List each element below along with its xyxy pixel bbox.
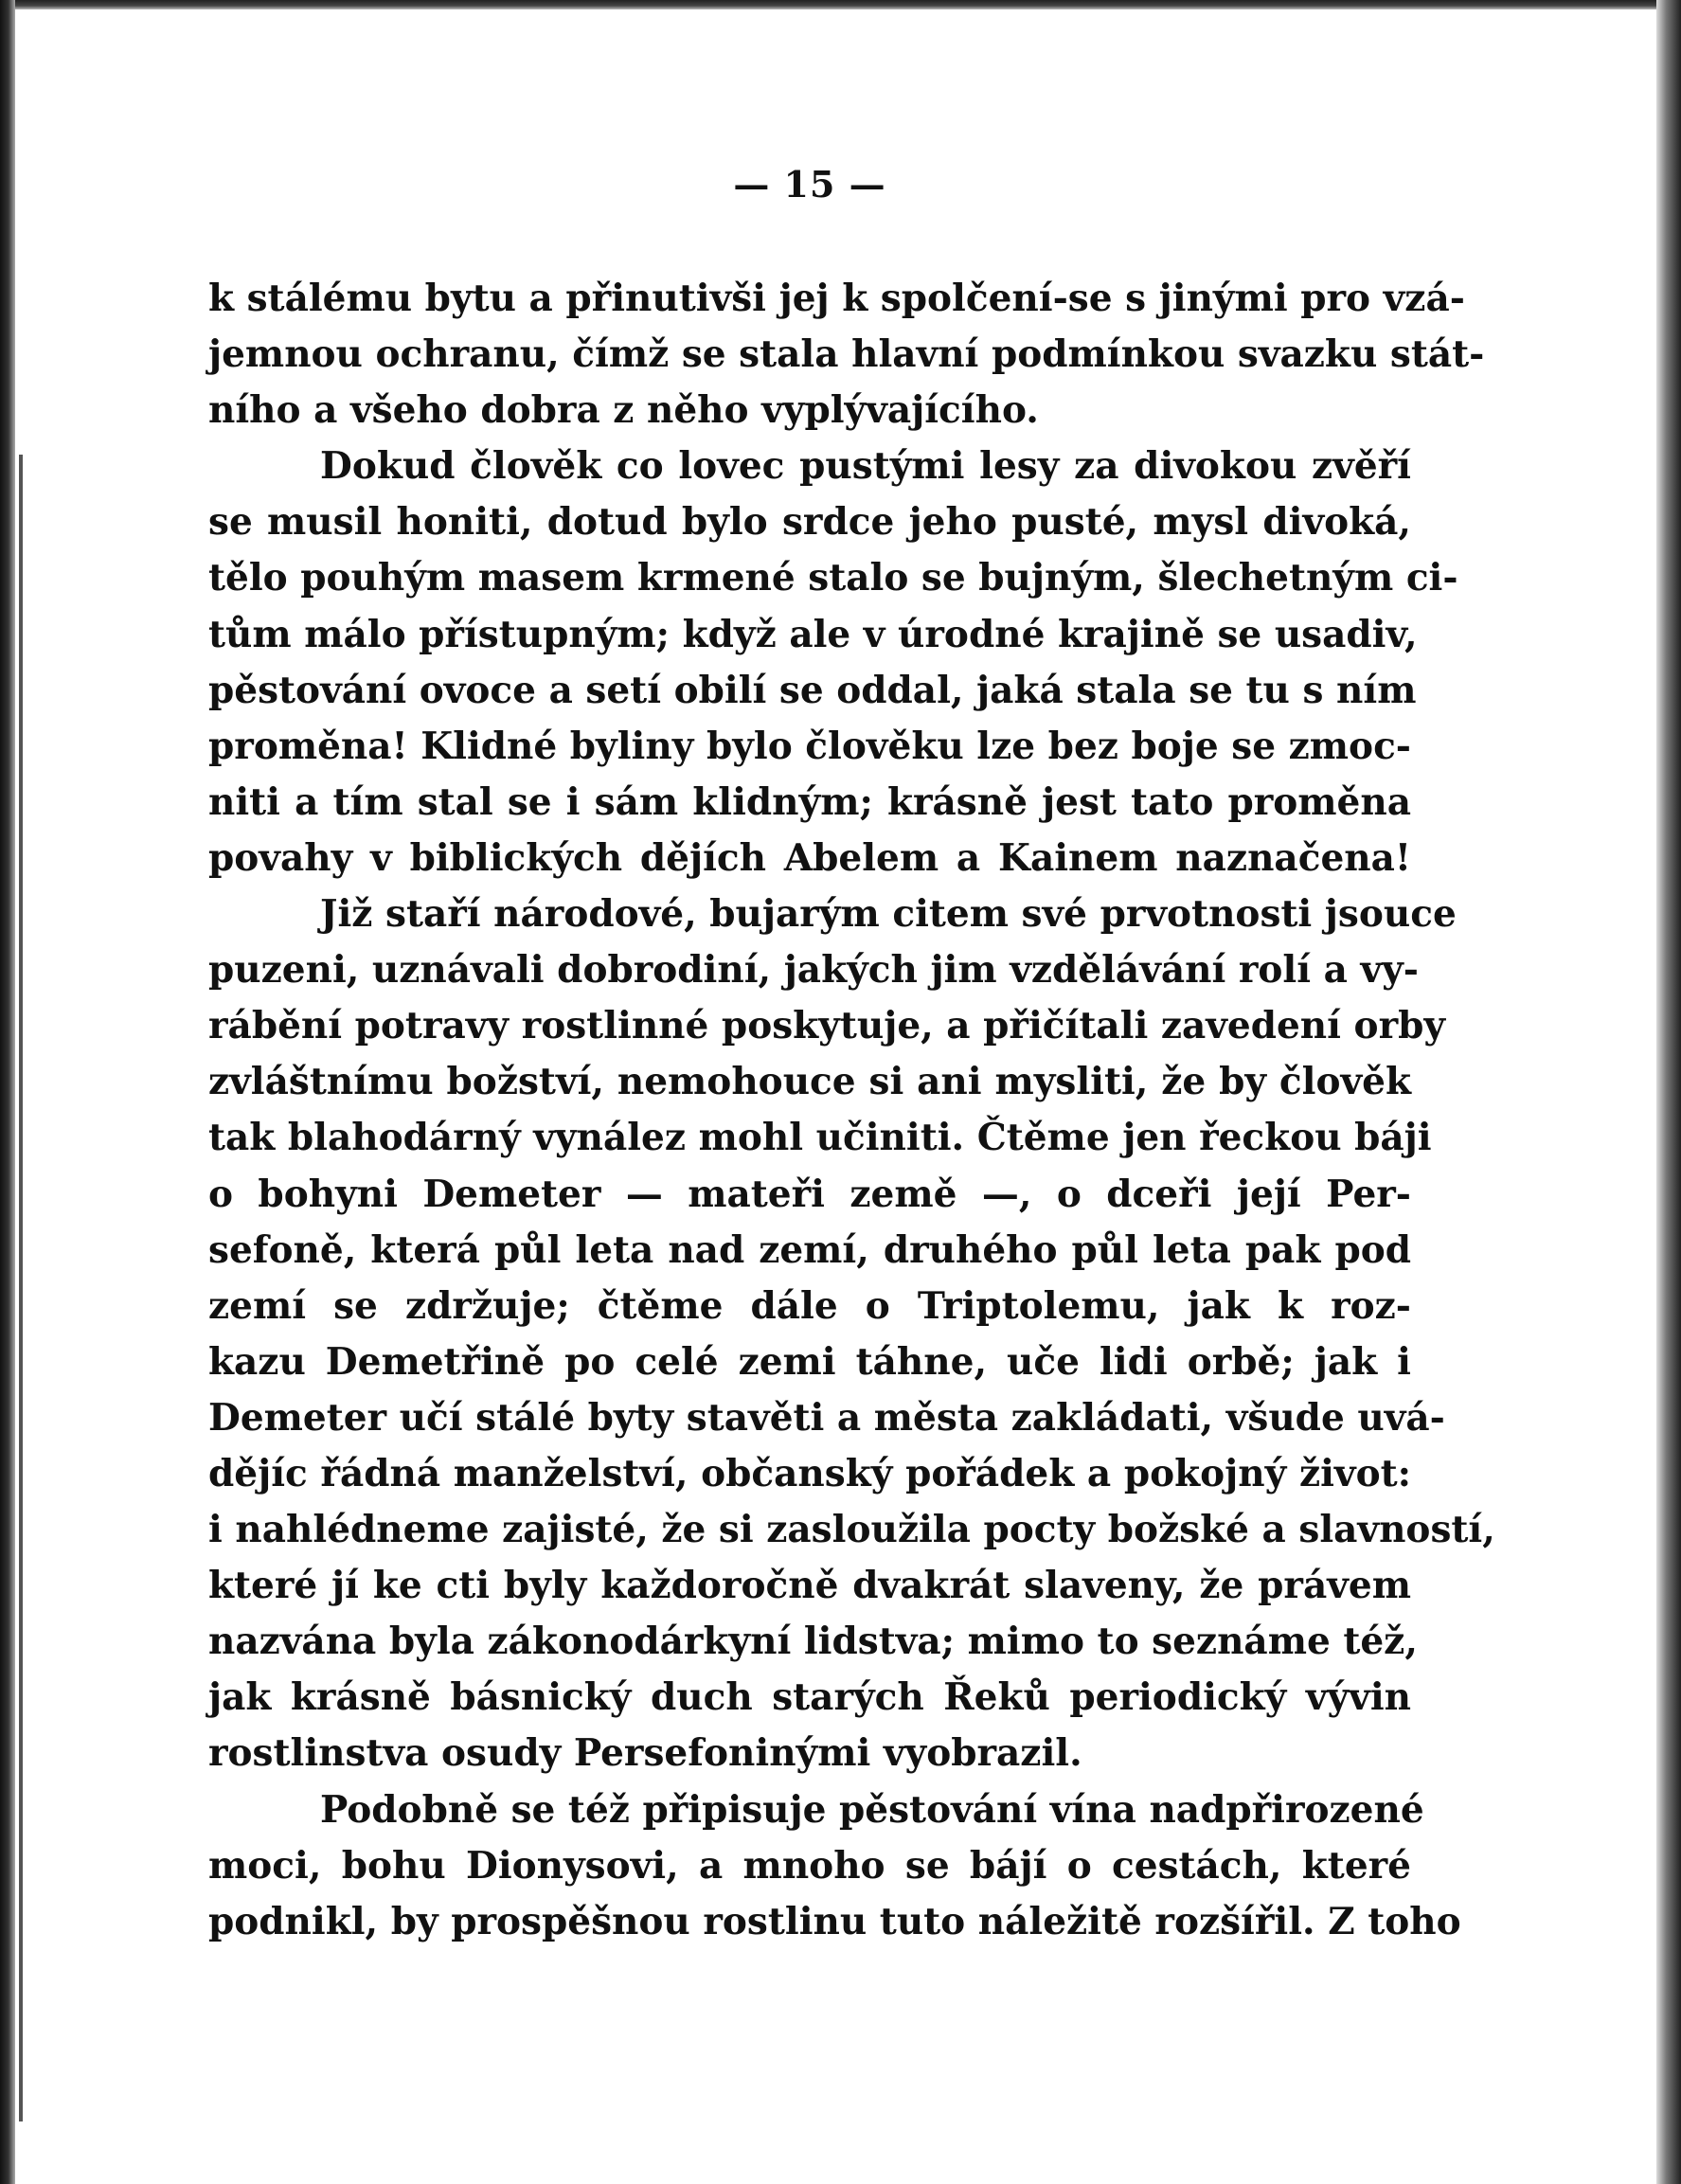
text-line: kazu Demetřině po celé zemi táhne, uče lidi orbě; jak i (208, 1339, 1411, 1384)
text-line: Již staří národové, bujarým citem své prvotnosti jsouce (320, 892, 1457, 937)
text-line: tělo pouhým masem krmené stalo se bujným, šlechetným ci- (208, 556, 1458, 600)
text-line: Demeter učí stálé byty stavěti a města zakládati, všude uvá- (208, 1395, 1445, 1440)
text-line: jemnou ochranu, čímž se stala hlavní podmínkou svazku stát- (208, 332, 1485, 377)
text-line: niti a tím stal se i sám klidným; krásně jest tato proměna (208, 779, 1411, 824)
text-line: pěstování ovoce a setí obilí se oddal, jaká stala se tu s ním (208, 668, 1417, 712)
text-line: ního a všeho dobra z něho vyplývajícího. (208, 388, 1039, 433)
text-line: zemí se zdržuje; čtěme dále o Triptolemu, jak k roz- (208, 1283, 1411, 1328)
text-line: dějíc řádná manželství, občanský pořádek a pokojný život: (208, 1451, 1411, 1495)
text-line: zvláštnímu božství, nemohouce si ani mysliti, že by člověk (208, 1060, 1411, 1104)
text-line: moci, bohu Dionysovi, a mnoho se bájí o cestách, které (208, 1843, 1411, 1888)
text-line: sefoně, která půl leta nad zemí, druhého půl leta pak pod (208, 1227, 1411, 1272)
text-line: se musil honiti, dotud bylo srdce jeho pusté, mysl divoká, (208, 500, 1411, 545)
scan-edge-top (0, 0, 1681, 9)
page-number: — 15 — (733, 163, 886, 206)
scan-edge-right (1656, 0, 1681, 2184)
text-line: k stálému bytu a přinutivši jej k spolčení-se s jinými pro vzá- (208, 277, 1465, 320)
text-line: i nahlédneme zajisté, že si zasloužila pocty božské a slavností, (208, 1508, 1495, 1552)
text-line: podnikl, by prospěšnou rostlinu tuto náležitě rozšířil. Z toho (208, 1899, 1461, 1943)
text-line: rostlinstva osudy Persefoninými vyobrazil. (208, 1731, 1082, 1776)
text-line: proměna! Klidné byliny bylo člověku lze bez boje se zmoc- (208, 724, 1411, 768)
text-line: tům málo přístupným; když ale v úrodné krajině se usadiv, (208, 612, 1418, 656)
text-line: povahy v biblických dějích Abelem a Kainem naznačena! (208, 835, 1411, 880)
text-line: jak krásně básnický duch starých Řeků periodický vývin (208, 1675, 1411, 1720)
scan-edge-left (0, 0, 15, 2184)
text-line: tak blahodárný vynález mohl učiniti. Čtěme jen řeckou báji (208, 1116, 1432, 1160)
text-line: o bohyni Demeter — mateři země —, o dceři její Per- (208, 1172, 1411, 1216)
text-line: které jí ke cti byly každoročně dvakrát slaveny, že právem (208, 1564, 1411, 1608)
text-line: puzeni, uznávali dobrodiní, jakých jim vzdělávání rolí a vy- (208, 948, 1419, 993)
text-line: Podobně se též připisuje pěstování vína nadpřirozené (320, 1787, 1424, 1832)
text-line: rábění potravy rostlinné poskytuje, a přičítali zavedení orby (208, 1004, 1446, 1048)
scan-binding-line (19, 455, 23, 2121)
text-line: Dokud člověk co lovec pustými lesy za divokou zvěří (320, 444, 1411, 489)
body-text (208, 271, 1495, 1950)
text-line: nazvána byla zákonodárkyní lidstva; mimo to seznáme též, (208, 1620, 1418, 1664)
